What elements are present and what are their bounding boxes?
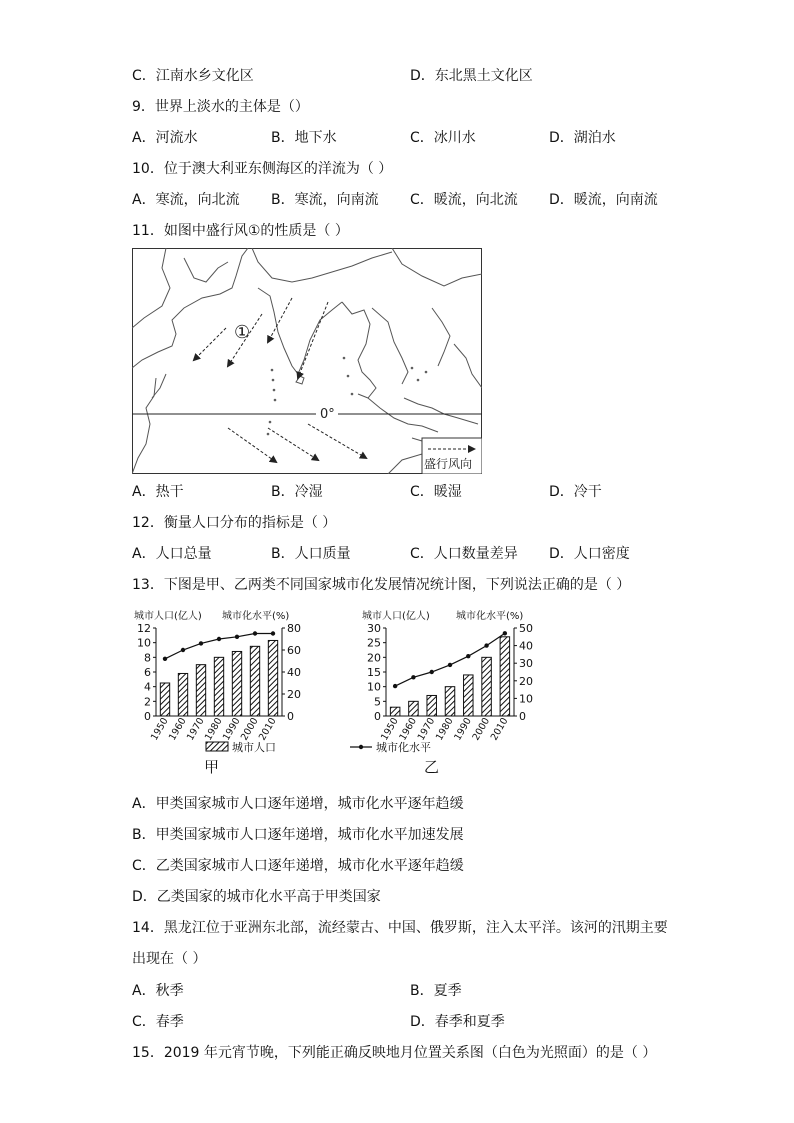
chart-left-tick-label: 4 bbox=[144, 680, 151, 694]
q14-option-b[interactable]: B．夏季 bbox=[410, 983, 462, 999]
q14-option-d[interactable]: D．春季和夏季 bbox=[410, 1014, 505, 1030]
chart-x-tick-label: 1970 bbox=[415, 716, 438, 743]
chart-right-tick-label: 30 bbox=[519, 657, 533, 671]
chart-left-tick-label: 0 bbox=[374, 710, 381, 723]
chart-point bbox=[466, 654, 470, 658]
q13-option-c[interactable]: C．乙类国家城市人口逐年递增，城市化水平逐年趋缓 bbox=[132, 858, 464, 874]
q15-stem: 15．2019 年元宵节晚，下列能正确反映地月位置关系图（白色为光照面）的是（ ） bbox=[132, 1045, 657, 1061]
chart-point bbox=[503, 631, 507, 635]
q9-option-b[interactable]: B．地下水 bbox=[271, 130, 337, 146]
chart-point bbox=[430, 670, 434, 674]
chart-bar bbox=[250, 646, 259, 716]
q11-option-c[interactable]: C．暖湿 bbox=[410, 484, 462, 500]
chart-x-tick-label: 1980 bbox=[202, 716, 225, 743]
chart-left-tick-label: 12 bbox=[137, 622, 151, 635]
chart-bar bbox=[445, 687, 455, 716]
legend-line-label: 城市化水平 bbox=[376, 741, 431, 754]
q11-option-d[interactable]: D．冷干 bbox=[549, 484, 602, 500]
chart-left-tick-label: 25 bbox=[367, 636, 381, 650]
chart-legend bbox=[200, 738, 460, 756]
chart-bar bbox=[482, 657, 492, 716]
q12-option-a[interactable]: A．人口总量 bbox=[132, 546, 212, 562]
chart-point bbox=[235, 635, 239, 639]
equator-label: 0° bbox=[320, 407, 335, 422]
chart-left-axis-title: 城市人口(亿人) bbox=[362, 611, 430, 622]
q12-option-c[interactable]: C．人口数量差异 bbox=[410, 546, 518, 562]
q14-stem-line1: 14．黑龙江位于亚洲东北部，流经蒙古、中国、俄罗斯，注入太平洋。该河的汛期主要 bbox=[132, 920, 668, 936]
q9-option-a[interactable]: A．河流水 bbox=[132, 130, 198, 146]
q9-stem: 9．世界上淡水的主体是（） bbox=[132, 99, 309, 115]
chart-right-tick-label: 0 bbox=[287, 710, 294, 723]
q10-option-a[interactable]: A．寒流，向北流 bbox=[132, 192, 240, 208]
chart-x-tick-label: 1990 bbox=[452, 716, 474, 743]
chart-left-tick-label: 10 bbox=[137, 636, 151, 650]
chart-left-tick-label: 8 bbox=[144, 651, 151, 665]
chart-bar bbox=[196, 665, 205, 716]
q13-stem: 13．下图是甲、乙两类不同国家城市化发展情况统计图，下列说法正确的是（ ） bbox=[132, 577, 631, 593]
chart-left-tick-label: 6 bbox=[144, 666, 151, 679]
q10-option-c[interactable]: C．暖流，向北流 bbox=[410, 192, 518, 208]
chart-left-tick-label: 5 bbox=[374, 695, 381, 709]
chart-bar bbox=[464, 675, 474, 716]
chart-left-tick-label: 20 bbox=[367, 651, 381, 665]
q12-option-d[interactable]: D．人口密度 bbox=[549, 546, 630, 562]
chart-x-tick-label: 1990 bbox=[220, 716, 243, 743]
chart-point bbox=[448, 663, 452, 667]
chart-x-tick-label: 1950 bbox=[379, 716, 401, 743]
chart-x-tick-label: 1960 bbox=[397, 716, 420, 743]
chart-bar bbox=[427, 695, 437, 716]
map-legend-label: 盛行风向 bbox=[424, 457, 473, 471]
q10-stem: 10．位于澳大利亚东侧海区的洋流为（ ） bbox=[132, 161, 393, 177]
chart-bar bbox=[390, 707, 400, 716]
q14-option-a[interactable]: A．秋季 bbox=[132, 983, 184, 999]
q13-option-a[interactable]: A．甲类国家城市人口逐年递增，城市化水平逐年趋缓 bbox=[132, 796, 464, 812]
chart-point bbox=[217, 637, 221, 641]
chart-right-tick-label: 60 bbox=[287, 644, 301, 657]
q11-stem: 11．如图中盛行风①的性质是（ ） bbox=[132, 223, 349, 239]
chart-x-tick-label: 2000 bbox=[470, 716, 493, 743]
chart-right-tick-label: 80 bbox=[287, 622, 301, 635]
chart-bar bbox=[178, 673, 187, 716]
chart-point bbox=[411, 675, 415, 679]
wind-map bbox=[132, 248, 482, 474]
legend-bar-label: 城市人口 bbox=[232, 741, 276, 754]
q12-stem: 12．衡量人口分布的指标是（ ） bbox=[132, 515, 337, 531]
chart-right-tick-label: 20 bbox=[287, 688, 301, 701]
chart-point bbox=[181, 648, 185, 652]
chart-x-tick-label: 2010 bbox=[488, 716, 511, 743]
chart-bar bbox=[214, 657, 223, 716]
q8-option-d[interactable]: D．东北黑土文化区 bbox=[410, 68, 533, 84]
chart-jia-caption: 甲 bbox=[204, 758, 220, 776]
q10-option-d[interactable]: D．暖流，向南流 bbox=[549, 192, 658, 208]
q9-option-c[interactable]: C．冰川水 bbox=[410, 130, 476, 146]
chart-left-axis-title: 城市人口(亿人) bbox=[134, 611, 202, 622]
chart-bar bbox=[232, 651, 241, 716]
chart-left-tick-label: 30 bbox=[367, 622, 381, 635]
chart-right-axis-title: 城市化水平(%) bbox=[456, 611, 524, 622]
chart-yi-caption: 乙 bbox=[424, 758, 440, 776]
q8-option-c[interactable]: C．江南水乡文化区 bbox=[132, 68, 254, 84]
q14-stem-line2: 出现在（ ） bbox=[132, 951, 207, 967]
wind-marker-1: ① bbox=[234, 322, 251, 343]
chart-right-tick-label: 10 bbox=[519, 692, 533, 706]
q10-option-b[interactable]: B．寒流，向南流 bbox=[271, 192, 379, 208]
chart-x-tick-label: 1960 bbox=[166, 716, 189, 743]
chart-right-tick-label: 20 bbox=[519, 674, 533, 688]
q11-option-b[interactable]: B．冷湿 bbox=[271, 484, 323, 500]
chart-jia bbox=[132, 608, 312, 748]
q11-option-a[interactable]: A．热干 bbox=[132, 484, 184, 500]
chart-point bbox=[484, 643, 488, 647]
chart-left-tick-label: 0 bbox=[144, 710, 151, 723]
q9-option-d[interactable]: D．湖泊水 bbox=[549, 130, 616, 146]
chart-point bbox=[393, 684, 397, 688]
chart-point bbox=[163, 657, 167, 661]
chart-bar bbox=[160, 683, 169, 716]
chart-x-tick-label: 2000 bbox=[238, 716, 261, 743]
chart-x-tick-label: 1970 bbox=[184, 716, 207, 743]
chart-yi bbox=[360, 608, 560, 748]
chart-x-tick-label: 1950 bbox=[148, 716, 171, 743]
chart-right-tick-label: 40 bbox=[519, 639, 533, 653]
chart-x-tick-label: 1980 bbox=[433, 716, 456, 743]
q12-option-b[interactable]: B．人口质量 bbox=[271, 546, 351, 562]
chart-point bbox=[271, 631, 275, 635]
chart-bar bbox=[268, 640, 277, 716]
chart-left-tick-label: 15 bbox=[367, 666, 381, 679]
chart-left-tick-label: 2 bbox=[144, 695, 151, 709]
legend-bar-swatch bbox=[206, 742, 228, 751]
chart-x-tick-label: 2010 bbox=[256, 716, 279, 743]
chart-left-tick-label: 10 bbox=[367, 680, 381, 694]
chart-point bbox=[253, 631, 257, 635]
chart-right-axis-title: 城市化水平(%) bbox=[222, 611, 290, 622]
chart-right-tick-label: 50 bbox=[519, 622, 533, 635]
chart-right-tick-label: 40 bbox=[287, 666, 301, 679]
chart-point bbox=[199, 641, 203, 645]
chart-bar bbox=[500, 637, 510, 716]
chart-right-tick-label: 0 bbox=[519, 710, 526, 723]
q13-option-d[interactable]: D．乙类国家的城市化水平高于甲类国家 bbox=[132, 889, 381, 905]
q14-option-c[interactable]: C．春季 bbox=[132, 1014, 184, 1030]
q13-option-b[interactable]: B．甲类国家城市人口逐年递增，城市化水平加速发展 bbox=[132, 827, 464, 843]
chart-bar bbox=[409, 701, 419, 716]
